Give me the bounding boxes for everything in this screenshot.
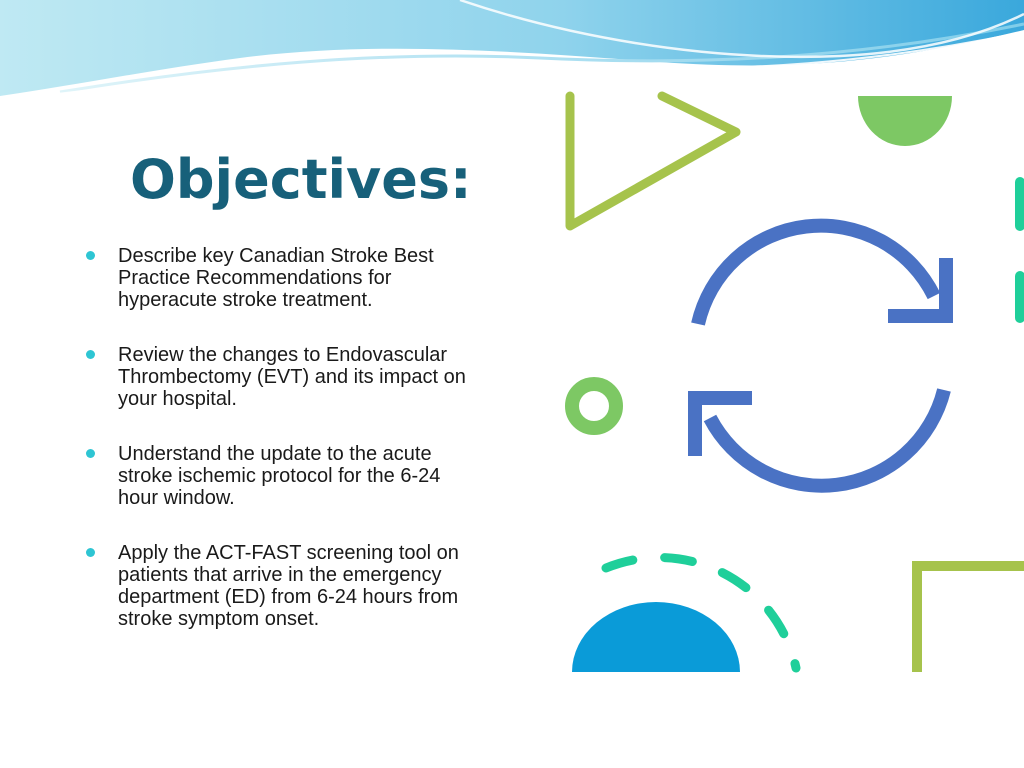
bullet-text: Describe key Canadian Stroke Best Practice Recommendations for hyperacute stroke treatment.: [118, 245, 434, 311]
list-item: [86, 245, 536, 311]
slide-title: Objectives:: [130, 148, 472, 211]
bullet-text: Understand the update to the acute stroke ischemic protocol for the 6-24 hour window.: [118, 443, 441, 509]
bullet-dot-icon: [86, 548, 95, 557]
bullet-dot-icon: [86, 251, 95, 260]
refresh-arrows-icon: [695, 226, 946, 486]
objectives-list: [86, 245, 536, 663]
bullet-text: Review the changes to Endovascular Thrombectomy (EVT) and its impact on your hospital.: [118, 344, 466, 410]
list-item: [86, 542, 536, 630]
half-circle-green-icon: [858, 96, 952, 146]
list-item: [86, 443, 536, 509]
decorative-shapes: [540, 90, 1024, 680]
corner-bracket-icon: [917, 566, 1024, 672]
list-item: [86, 344, 536, 410]
ring-icon: [572, 384, 616, 428]
bullet-text: Apply the ACT-FAST screening tool on patients that arrive in the emergency department (ED) from 6-24 hours from stroke symptom onset.: [118, 542, 459, 630]
bullet-dot-icon: [86, 449, 95, 458]
header-wave: [0, 0, 1024, 100]
bullet-dot-icon: [86, 350, 95, 359]
triangle-outline-icon: [570, 96, 736, 226]
half-circle-blue-icon: [572, 602, 740, 672]
